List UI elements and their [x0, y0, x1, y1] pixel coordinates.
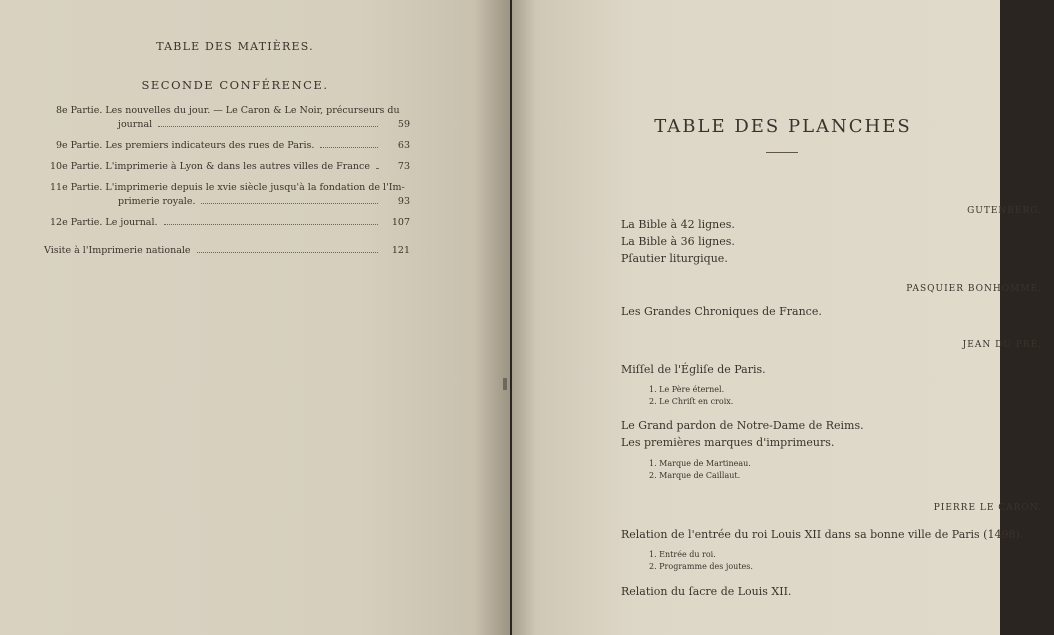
plate-subitem: 2. Le Chriſt en croix.: [649, 397, 734, 406]
toc-page-number: 121: [391, 245, 410, 256]
toc-entry: [38, 160, 410, 174]
section-heading: GUTENBERG.: [967, 206, 1042, 216]
left-page: [0, 0, 510, 635]
toc-page-number: 59: [397, 119, 410, 130]
plate-item: Pſautier liturgique.: [621, 252, 728, 265]
toc-entry-text: primerie royale.: [118, 196, 196, 207]
toc-entry: [38, 104, 410, 132]
plate-item: La Bible à 42 lignes.: [621, 218, 735, 231]
dot-leader: [201, 203, 378, 204]
section-heading: PIERRE LE CARON.: [933, 503, 1042, 513]
toc-entry: [38, 244, 410, 258]
plate-subitem: 1. Entrée du roi.: [649, 550, 716, 559]
toc-entry: [38, 181, 410, 209]
plate-item: Relation du ſacre de Louis XII.: [621, 585, 792, 598]
page-header: TABLE DES MATIÈRES.: [156, 40, 314, 53]
toc-page-number: 63: [397, 140, 410, 151]
section-title: SECONDE CONFÉRENCE.: [141, 78, 329, 92]
toc-entry-text: Visite à l'Imprimerie nationale: [44, 245, 191, 256]
plate-item: Le Grand pardon de Notre-Dame de Reims.: [621, 419, 864, 432]
toc-page-number: 93: [397, 196, 410, 207]
gutter-mark: [503, 378, 507, 390]
dot-leader: [197, 252, 378, 253]
toc-page-number: 73: [397, 161, 410, 172]
toc-entry-text: 11e Partie. L'imprimerie depuis le xvie siècle jusqu'à la fondation de l'Im-: [50, 182, 405, 193]
toc-entry-text: journal: [118, 119, 153, 130]
section-heading: PASQUIER BONHOMME.: [906, 284, 1042, 294]
plate-item: Miſſel de l'Égliſe de Paris.: [621, 363, 766, 376]
toc-entry: [38, 139, 410, 153]
plate-subitem: 2. Marque de Caillaut.: [649, 471, 741, 480]
plate-subitem: 1. Le Père éternel.: [649, 385, 725, 394]
dot-leader: [376, 168, 378, 169]
plate-item: La Bible à 36 lignes.: [621, 235, 735, 248]
plate-subitem: 2. Programme des joutes.: [649, 562, 753, 571]
toc-entry-text: 10e Partie. L'imprimerie à Lyon & dans les autres villes de France: [50, 161, 370, 172]
dot-leader: [320, 147, 378, 148]
dot-leader: [164, 224, 378, 225]
toc-entry-text: 9e Partie. Les premiers indicateurs des rues de Paris.: [56, 140, 315, 151]
plate-subitem: 1. Marque de Martineau.: [649, 459, 751, 468]
section-heading: JEAN DU PRÉ.: [962, 340, 1042, 350]
toc-page-number: 107: [391, 217, 410, 228]
plate-item: Relation de l'entrée du roi Louis XII dans sa bonne ville de Paris (1498).: [621, 528, 1024, 541]
toc-entry: [38, 216, 410, 230]
plate-item: Les premières marques d'imprimeurs.: [621, 436, 835, 449]
toc-entry-text: 12e Partie. Le journal.: [50, 217, 158, 228]
plate-item: Les Grandes Chroniques de France.: [621, 305, 822, 318]
page-title: TABLE DES PLANCHES: [654, 116, 912, 137]
dot-leader: [158, 126, 378, 127]
title-rule: [766, 152, 798, 153]
table-of-contents: [38, 104, 410, 265]
toc-entry-text: 8e Partie. Les nouvelles du jour. — Le Caron & Le Noir, précurseurs du: [56, 105, 400, 116]
